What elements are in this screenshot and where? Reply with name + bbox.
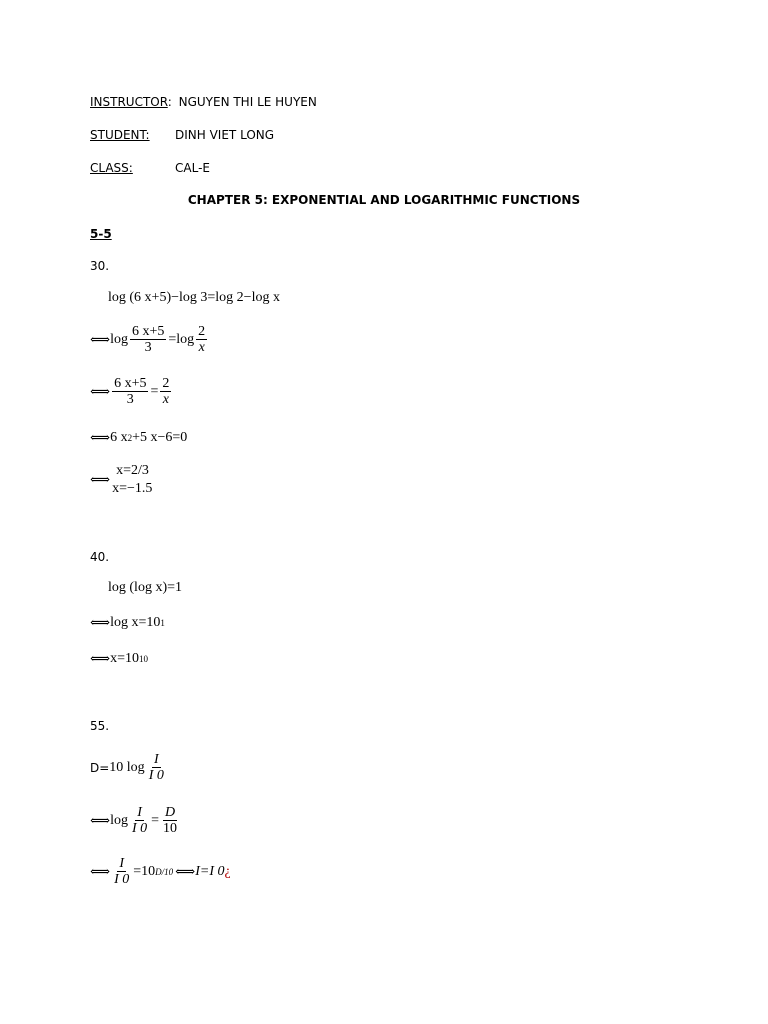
equivalence-arrow: ⟺ [90, 331, 109, 348]
equation-text: log x=10 [110, 615, 161, 630]
class-label: CLASS: [90, 161, 133, 175]
fraction-numerator: I [137, 805, 142, 820]
equation-text: +5 x−6=0 [132, 430, 188, 445]
fraction-numerator: 2 [198, 324, 206, 339]
fraction-numerator: 6 x+5 [131, 324, 165, 339]
fraction-denominator: x [198, 340, 205, 355]
class-name: CAL-E [175, 161, 210, 175]
equation-text: D= [90, 760, 110, 775]
problem-number: 40. [90, 550, 110, 564]
fraction [130, 805, 149, 836]
fraction-denominator: I 0 [114, 872, 130, 887]
fraction [161, 805, 179, 836]
fraction-numerator: D [164, 805, 176, 820]
equation-text: 6 x [110, 430, 128, 445]
instructor-name: NGUYEN THI LE HUYEN [178, 95, 317, 109]
equation-text: I=I 0 [195, 863, 225, 879]
solution-2: x=−1.5 [112, 481, 153, 496]
student-name: DINH VIET LONG [175, 128, 275, 142]
equation-line [90, 752, 168, 783]
fraction-denominator: x [162, 392, 169, 407]
equation-text: log [110, 812, 128, 828]
solution-set [90, 462, 152, 498]
equivalence-arrow: ⟺ [90, 383, 109, 400]
fraction-numerator: 2 [162, 376, 170, 391]
equation-line: ⟺ 6 x 2 +5 x−6=0 [90, 430, 188, 446]
equation-line: ⟺ log x=10 1 [90, 615, 165, 631]
chapter-title: CHAPTER 5: EXPONENTIAL AND LOGARITHMIC FUNCTIONS [187, 193, 581, 207]
equivalence-arrow: ⟺ [90, 615, 109, 631]
solution-stack [112, 462, 152, 498]
equation-text: log (6 x+5)−log 3=log 2−log x [108, 290, 280, 305]
fraction [147, 752, 166, 783]
fraction-denominator: I 0 [131, 821, 148, 836]
equation-text: = [150, 383, 159, 399]
equation-line [108, 290, 280, 306]
fraction [112, 376, 148, 407]
solution-1: x=2/3 [116, 463, 149, 478]
equation-line: ⟺ $\frac{I}{I 0}$ =10 D/10 ⟺ I=I 0 ¿ [90, 856, 231, 887]
student-label: STUDENT: [90, 128, 150, 142]
equation-text: =10 [133, 863, 156, 879]
fraction-numerator: I [153, 752, 159, 767]
fraction-denominator: 10 [163, 821, 178, 836]
fraction-numerator: I [119, 856, 124, 871]
equation-text: log [110, 331, 128, 347]
problem-number: 30. [90, 259, 110, 273]
fraction-denominator: 3 [144, 340, 152, 355]
section-number: 5-5 [90, 227, 112, 241]
fraction [112, 856, 131, 887]
equation-text: =log [168, 331, 195, 347]
fraction [196, 324, 207, 355]
fraction-numerator: 6 x+5 [114, 376, 147, 391]
equivalence-arrow: ⟺ [90, 812, 109, 829]
equation-line [90, 805, 181, 836]
equivalence-arrow: ⟺ [90, 651, 109, 667]
instructor-label: INSTRUCTOR [90, 95, 168, 109]
equivalence-arrow: ⟺ [90, 863, 109, 880]
equation-line [108, 580, 182, 596]
equivalence-arrow: ⟺ [175, 863, 194, 880]
equation-text: = [151, 812, 160, 828]
equation-line: ⟺ x=10 10 [90, 651, 148, 667]
fraction [130, 324, 166, 355]
equivalence-arrow: ⟺ [90, 430, 109, 446]
equation-line [90, 324, 209, 355]
fraction [160, 376, 171, 407]
equation-text: x=10 [110, 651, 139, 666]
equivalence-arrow: ⟺ [90, 472, 109, 488]
fraction-denominator: I 0 [148, 768, 164, 783]
garbled-character: ¿ [224, 863, 231, 879]
problem-number: 55. [90, 719, 110, 733]
instructor-line [90, 95, 317, 109]
equation-text: log (log x)=1 [108, 580, 182, 595]
equation-line [90, 376, 173, 407]
instructor-colon: : [167, 95, 172, 109]
equation-text: 10 log [109, 759, 145, 775]
fraction-denominator: 3 [126, 392, 134, 407]
